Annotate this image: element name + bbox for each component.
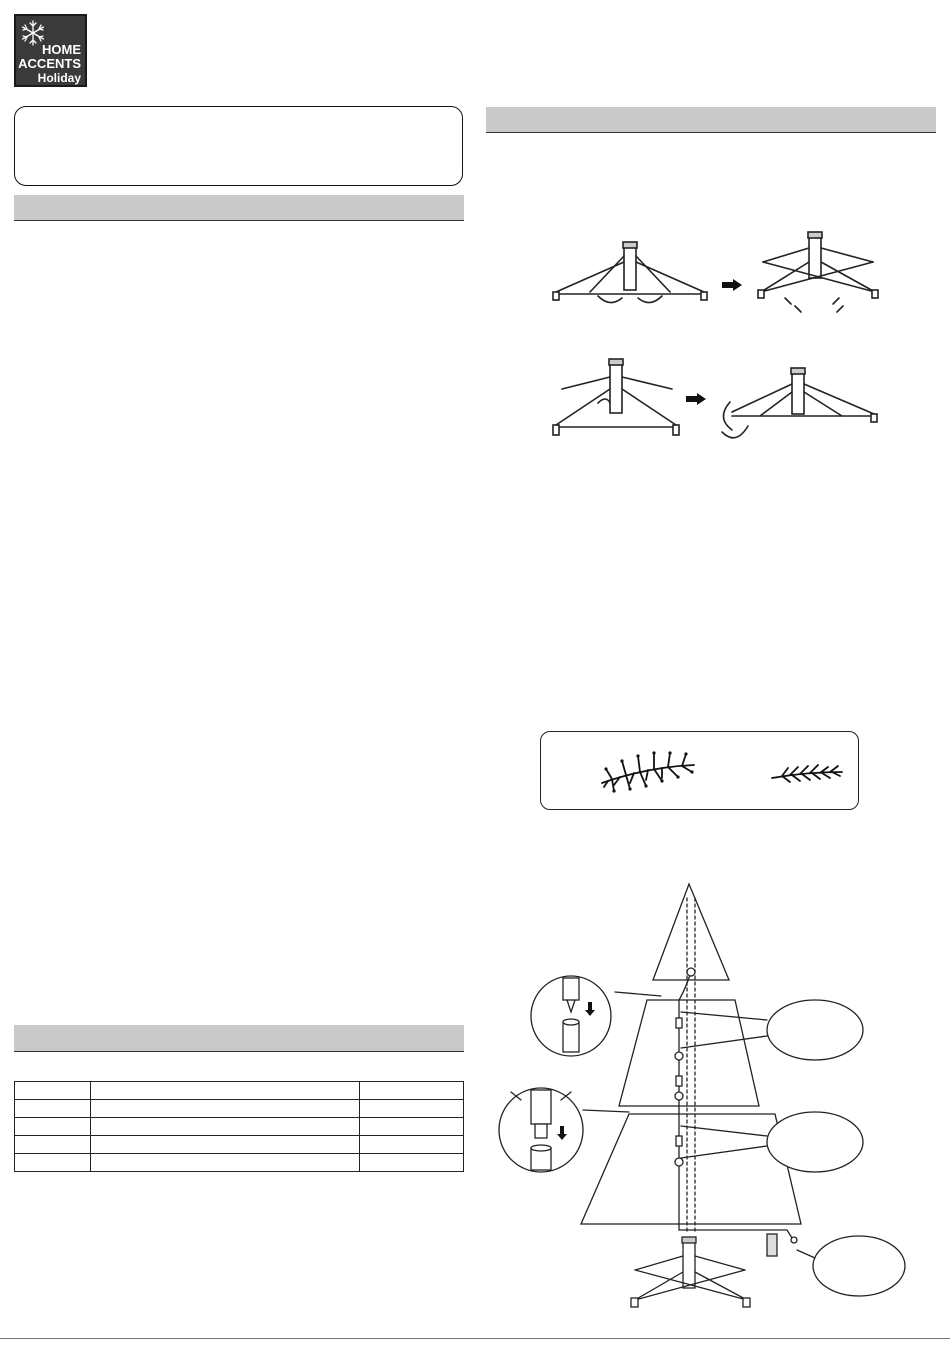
stand-folded-illustration <box>550 238 710 304</box>
stand-locked-illustration <box>712 362 887 442</box>
table-cell <box>360 1100 464 1118</box>
brand-line-1: HOME <box>42 42 81 57</box>
stand-leg-rotate-illustration <box>552 355 682 440</box>
table-row <box>15 1082 464 1100</box>
arrow-right-icon <box>686 393 706 405</box>
brand-line-3: Holiday <box>37 71 81 85</box>
brand-line-2: ACCENTS <box>18 56 81 71</box>
branch-fluffed-illustration <box>598 745 698 800</box>
brand-logo <box>14 14 87 87</box>
section-header-right <box>486 107 936 133</box>
tree-assembly-illustration <box>497 880 917 1320</box>
table-cell <box>90 1118 359 1136</box>
parts-table <box>14 1081 464 1172</box>
table-cell <box>15 1136 91 1154</box>
table-row <box>15 1100 464 1118</box>
table-cell <box>90 1082 359 1100</box>
stand-unfolded-illustration <box>755 228 885 316</box>
notice-box <box>14 106 463 186</box>
table-row <box>15 1118 464 1136</box>
table-cell <box>360 1118 464 1136</box>
section-header-left-top <box>14 195 464 221</box>
table-cell <box>15 1118 91 1136</box>
table-cell <box>360 1136 464 1154</box>
arrow-right-icon <box>722 279 742 291</box>
section-header-left-parts <box>14 1025 464 1052</box>
table-cell <box>360 1082 464 1100</box>
table-cell <box>90 1100 359 1118</box>
table-cell <box>360 1154 464 1172</box>
table-cell <box>15 1100 91 1118</box>
table-cell <box>15 1082 91 1100</box>
table-row <box>15 1136 464 1154</box>
table-cell <box>90 1154 359 1172</box>
footer-divider <box>0 1338 950 1339</box>
table-row <box>15 1154 464 1172</box>
table-cell <box>15 1154 91 1172</box>
branch-unfluffed-illustration <box>770 760 844 786</box>
table-cell <box>90 1136 359 1154</box>
